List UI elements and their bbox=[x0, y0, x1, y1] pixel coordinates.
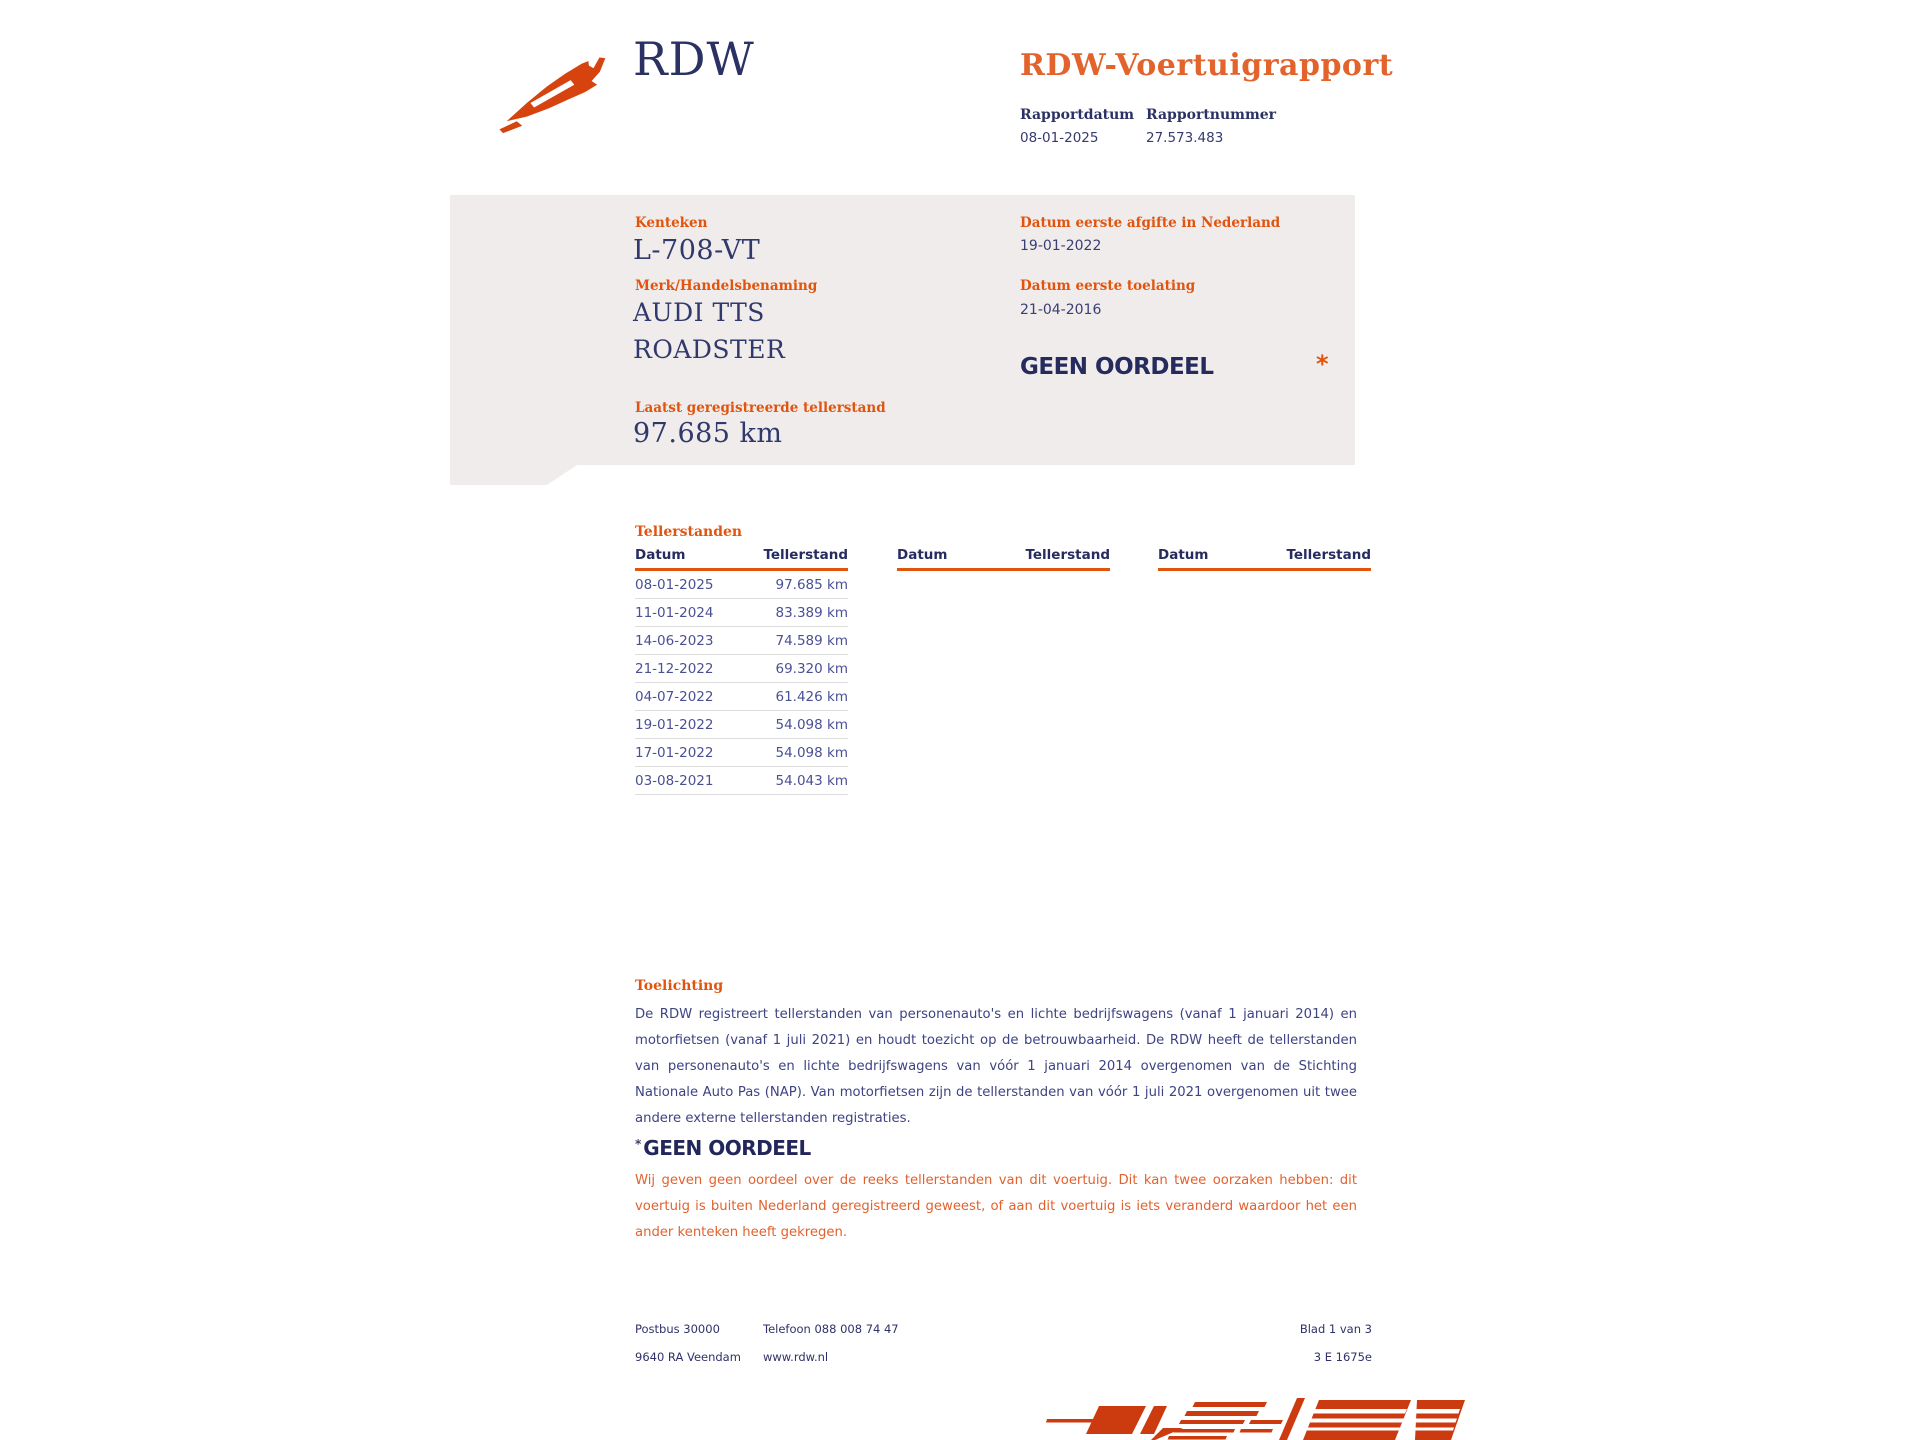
tellerstanden-column-3 bbox=[1158, 547, 1371, 571]
tellerstanden-heading: Tellerstanden bbox=[635, 524, 743, 540]
geen-oordeel-section-heading bbox=[635, 1136, 811, 1160]
laatste-tellerstand-label: Laatst geregistreerde tellerstand bbox=[635, 400, 886, 416]
col-tellerstand-header: Tellerstand bbox=[1025, 547, 1110, 563]
merk-label: Merk/Handelsbenaming bbox=[635, 278, 818, 294]
row-tellerstand: 74.589 km bbox=[775, 632, 848, 649]
footer-website-link[interactable]: www.rdw.nl bbox=[763, 1350, 829, 1364]
footer-address-line2: 9640 RA Veendam bbox=[635, 1350, 741, 1364]
merk-value-line1: AUDI TTS bbox=[633, 298, 765, 327]
row-datum: 19-01-2022 bbox=[635, 716, 714, 733]
rapportdatum-value: 08-01-2025 bbox=[1020, 130, 1099, 146]
tellerstanden-column-2 bbox=[897, 547, 1110, 571]
row-tellerstand: 83.389 km bbox=[775, 604, 848, 621]
col-datum-header: Datum bbox=[897, 547, 948, 563]
col-datum-header: Datum bbox=[635, 547, 686, 563]
afgifte-value: 19-01-2022 bbox=[1020, 238, 1102, 254]
row-tellerstand: 54.098 km bbox=[775, 716, 848, 733]
toelichting-body: De RDW registreert tellerstanden van personenauto's en lichte bedrijfswagens (vanaf 1 januari 2014) en motorfietsen (vanaf 1 juli 2021) en houdt toezicht op de betrouwbaarheid. De RDW heeft de tellerstanden van personenauto's en lichte bedrijfswagens van vóór 1 januari 2014 overgenomen van de Stichting Nationale Auto Pas (NAP). Van motorfietsen zijn de tellerstanden van vóór 1 juli 2021 overgenomen uit twee andere externe tellerstanden registraties. bbox=[635, 1007, 1357, 1126]
toelating-value: 21-04-2016 bbox=[1020, 302, 1102, 318]
table-header bbox=[635, 547, 848, 571]
col-tellerstand-header: Tellerstand bbox=[1286, 547, 1371, 563]
row-datum: 08-01-2025 bbox=[635, 576, 714, 593]
row-tellerstand: 54.043 km bbox=[775, 772, 848, 789]
toelichting-heading: Toelichting bbox=[635, 978, 724, 994]
row-datum: 17-01-2022 bbox=[635, 744, 714, 761]
footer-page-number: Blad 1 van 3 bbox=[1299, 1322, 1372, 1336]
row-datum: 21-12-2022 bbox=[635, 660, 714, 677]
tellerstand-row bbox=[635, 627, 848, 655]
footer-phone: Telefoon 088 008 74 47 bbox=[763, 1322, 899, 1336]
footer-address-line1: Postbus 30000 bbox=[635, 1322, 720, 1336]
rdw-speed-stripes-graphic bbox=[1035, 1398, 1465, 1440]
tellerstand-row bbox=[635, 739, 848, 767]
oordeel-asterisk: * bbox=[1316, 350, 1329, 378]
rapportnummer-value: 27.573.483 bbox=[1146, 130, 1224, 146]
kenteken-label: Kenteken bbox=[635, 215, 708, 231]
vehicle-summary-panel bbox=[450, 195, 1355, 485]
kenteken-value: L-708-VT bbox=[633, 235, 761, 266]
row-tellerstand: 69.320 km bbox=[775, 660, 848, 677]
row-tellerstand: 61.426 km bbox=[775, 688, 848, 705]
row-datum: 14-06-2023 bbox=[635, 632, 714, 649]
tellerstand-row bbox=[635, 683, 848, 711]
rapportdatum-label: Rapportdatum bbox=[1020, 107, 1135, 123]
page-title: RDW-Voertuigrapport bbox=[1020, 48, 1394, 83]
row-tellerstand: 54.098 km bbox=[775, 744, 848, 761]
footer-form-code: 3 E 1675e bbox=[1313, 1350, 1372, 1364]
row-datum: 03-08-2021 bbox=[635, 772, 714, 789]
footnote-asterisk: * bbox=[635, 1137, 642, 1151]
tellerstand-row bbox=[635, 711, 848, 739]
oordeel-status: GEEN OORDEEL bbox=[1020, 354, 1214, 380]
tellerstand-row bbox=[635, 655, 848, 683]
tellerstand-row bbox=[635, 767, 848, 795]
table-header bbox=[1158, 547, 1371, 571]
table-header bbox=[897, 547, 1110, 571]
geen-oordeel-explanation: Wij geven geen oordeel over de reeks tellerstanden van dit voertuig. Dit kan twee oorzaken hebben: dit voertuig is buiten Nederland geregistreerd geweest, of aan dit voertuig is iets veranderd waardoor het een ander kenteken heeft gekregen. bbox=[635, 1173, 1357, 1240]
tellerstand-row bbox=[635, 571, 848, 599]
rdw-wordmark: RDW bbox=[633, 32, 755, 86]
merk-value-line2: ROADSTER bbox=[633, 335, 786, 364]
afgifte-label: Datum eerste afgifte in Nederland bbox=[1020, 215, 1281, 231]
rapportnummer-label: Rapportnummer bbox=[1146, 107, 1277, 123]
tellerstanden-column-1 bbox=[635, 547, 848, 795]
row-datum: 11-01-2024 bbox=[635, 604, 714, 621]
rdw-logo-icon bbox=[494, 50, 618, 134]
tellerstanden-rows bbox=[635, 571, 848, 795]
geen-oordeel-heading-text: GEEN OORDEEL bbox=[643, 1136, 811, 1160]
col-tellerstand-header: Tellerstand bbox=[763, 547, 848, 563]
col-datum-header: Datum bbox=[1158, 547, 1209, 563]
row-datum: 04-07-2022 bbox=[635, 688, 714, 705]
row-tellerstand: 97.685 km bbox=[775, 576, 848, 593]
laatste-tellerstand-value: 97.685 km bbox=[633, 418, 783, 449]
toelating-label: Datum eerste toelating bbox=[1020, 278, 1196, 294]
tellerstand-row bbox=[635, 599, 848, 627]
